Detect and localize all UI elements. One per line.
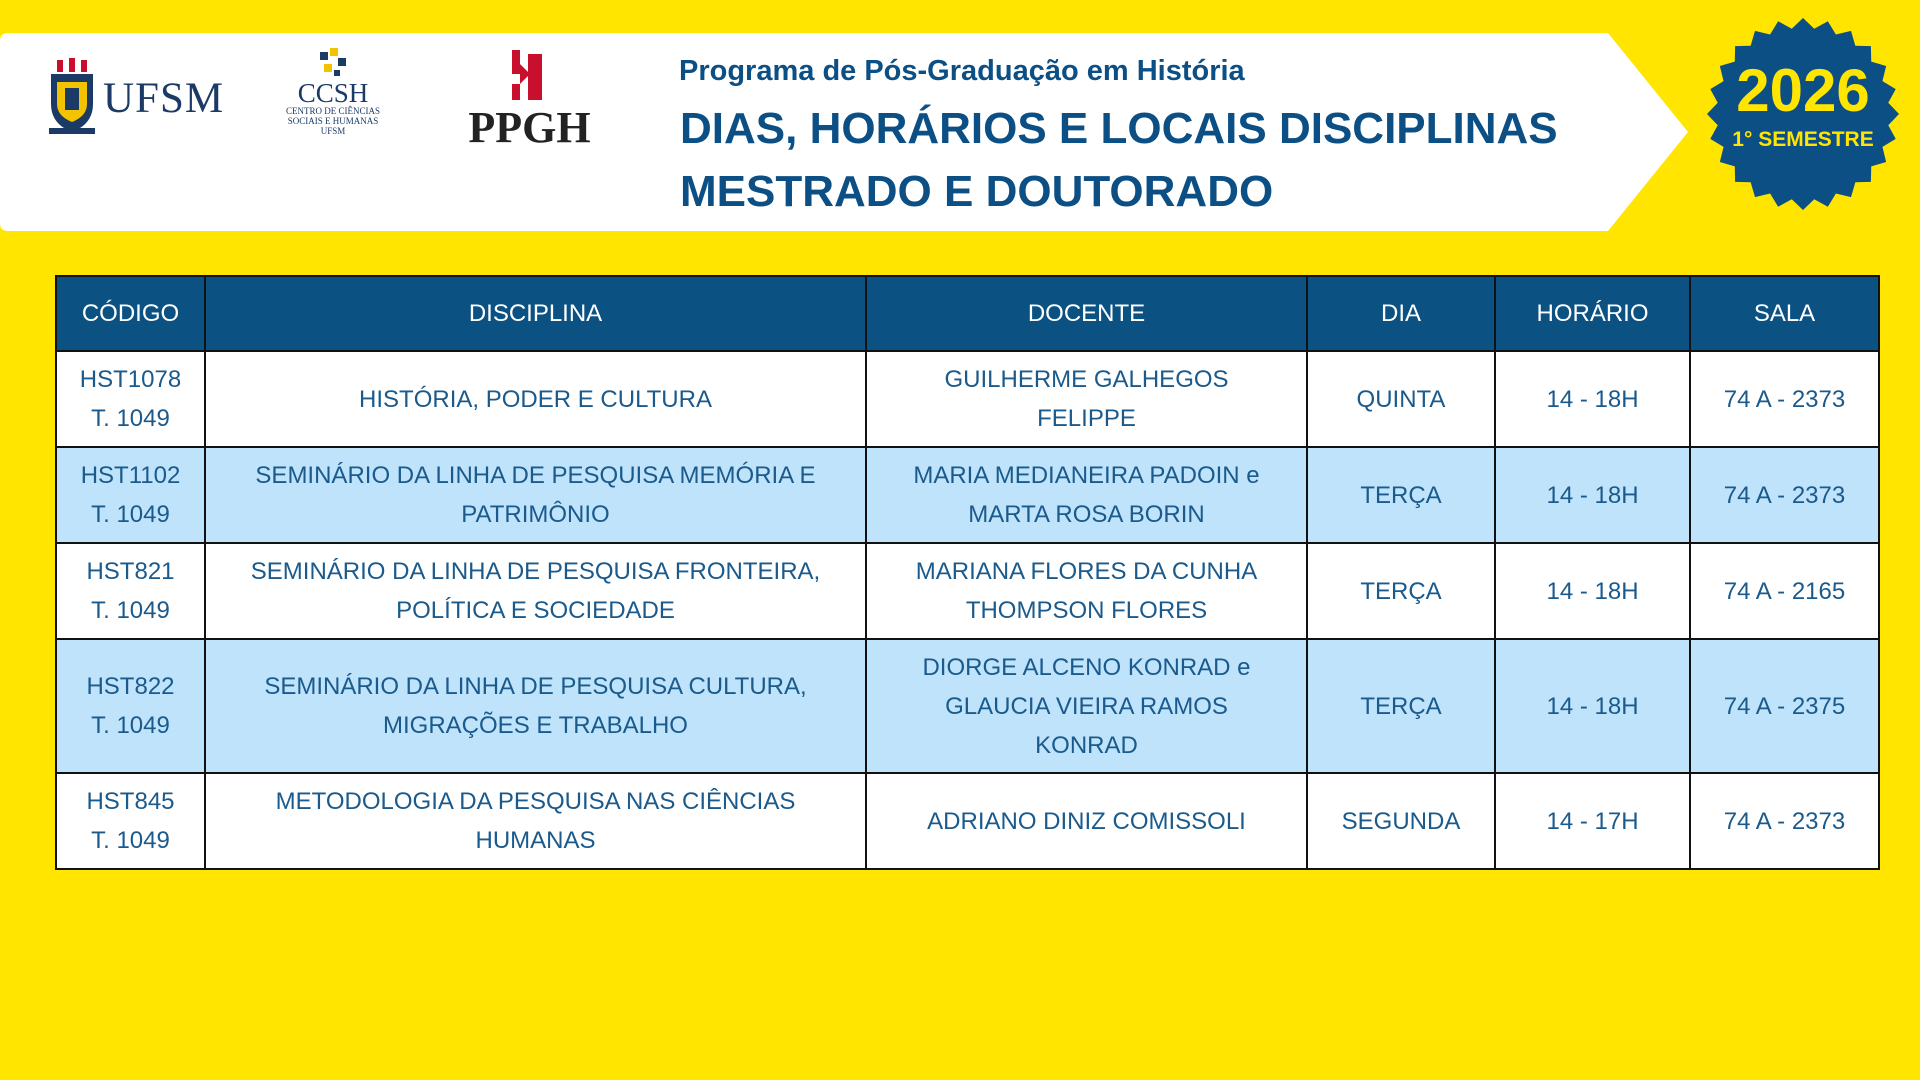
- course-class: T. 1049: [91, 712, 170, 739]
- cell-dia: TERÇA: [1307, 639, 1495, 773]
- teacher-line: GUILHERME GALHEGOS: [944, 366, 1229, 393]
- schedule-table: [55, 275, 1880, 870]
- table-row: [56, 543, 1879, 639]
- cell-docente: [866, 543, 1307, 639]
- ppgh-logo-text: PPGH: [468, 103, 591, 152]
- page-title: [680, 97, 1558, 223]
- ufsm-crest-icon: [47, 58, 97, 138]
- ccsh-subtitle-line: UFSM: [320, 126, 346, 136]
- course-code: HST1078: [79, 366, 182, 393]
- cell-disciplina: [205, 351, 866, 447]
- ccsh-logo: [278, 46, 388, 141]
- table-row: [56, 447, 1879, 543]
- cell-sala: 74 A - 2375: [1690, 639, 1879, 773]
- cell-codigo: [56, 639, 205, 773]
- cell-disciplina: [205, 447, 866, 543]
- cell-codigo: [56, 351, 205, 447]
- ccsh-mark-icon: [278, 46, 388, 80]
- cell-horario: 14 - 18H: [1495, 351, 1690, 447]
- teacher-line: MARIA MEDIANEIRA PADOIN e: [913, 462, 1260, 489]
- cell-dia: SEGUNDA: [1307, 773, 1495, 869]
- ppgh-mark-icon: [462, 50, 597, 102]
- cell-docente: [866, 447, 1307, 543]
- course-code: HST822: [86, 673, 175, 700]
- page-title-line: MESTRADO E DOUTORADO: [680, 167, 1274, 216]
- cell-sala: 74 A - 2373: [1690, 351, 1879, 447]
- ufsm-logo: [47, 58, 227, 138]
- column-header-docente: DOCENTE: [866, 276, 1307, 351]
- course-code: HST821: [86, 558, 175, 585]
- cell-codigo: [56, 773, 205, 869]
- teacher-line: MARTA ROSA BORIN: [968, 501, 1205, 528]
- teacher-line: MARIANA FLORES DA CUNHA: [915, 558, 1258, 585]
- cell-horario: 14 - 18H: [1495, 543, 1690, 639]
- badge-semester: 1° SEMESTRE: [1732, 128, 1874, 151]
- cell-horario: 14 - 17H: [1495, 773, 1690, 869]
- course-code: HST845: [86, 788, 175, 815]
- ccsh-logo-subtitle: [278, 106, 388, 136]
- column-header-codigo: CÓDIGO: [56, 276, 205, 351]
- year-badge: [1705, 16, 1901, 212]
- ccsh-logo-title: CCSH: [297, 78, 369, 108]
- course-name-line: POLÍTICA E SOCIEDADE: [396, 597, 675, 624]
- table-row: [56, 773, 1879, 869]
- column-header-dia: DIA: [1307, 276, 1495, 351]
- teacher-line: FELIPPE: [1037, 405, 1136, 432]
- page-title-line: DIAS, HORÁRIOS E LOCAIS DISCIPLINAS: [680, 104, 1558, 153]
- program-name: Programa de Pós-Graduação em História: [679, 55, 1245, 87]
- ccsh-subtitle-line: CENTRO DE CIÊNCIAS: [286, 106, 380, 116]
- course-code: HST1102: [80, 462, 181, 489]
- cell-disciplina: [205, 639, 866, 773]
- teacher-line: THOMPSON FLORES: [965, 597, 1208, 624]
- teacher-line: DIORGE ALCENO KONRAD e: [922, 653, 1251, 681]
- table-header-row: [56, 276, 1879, 351]
- column-header-sala: SALA: [1690, 276, 1879, 351]
- course-class: T. 1049: [91, 597, 170, 624]
- cell-sala: 74 A - 2373: [1690, 447, 1879, 543]
- course-name-line: SEMINÁRIO DA LINHA DE PESQUISA FRONTEIRA,: [250, 558, 821, 585]
- cell-dia: TERÇA: [1307, 447, 1495, 543]
- cell-dia: QUINTA: [1307, 351, 1495, 447]
- ufsm-logo-text: UFSM: [103, 75, 225, 122]
- course-class: T. 1049: [91, 827, 170, 854]
- course-class: T. 1049: [91, 405, 170, 432]
- ppgh-logo: [462, 50, 597, 150]
- table-row: [56, 351, 1879, 447]
- course-name-line: METODOLOGIA DA PESQUISA NAS CIÊNCIAS: [275, 788, 796, 815]
- cell-disciplina: [205, 543, 866, 639]
- course-name-line: PATRIMÔNIO: [461, 501, 610, 528]
- column-header-horario: HORÁRIO: [1495, 276, 1690, 351]
- course-name-line: SEMINÁRIO DA LINHA DE PESQUISA CULTURA,: [264, 673, 807, 700]
- teacher-line: KONRAD: [1035, 731, 1138, 759]
- cell-dia: TERÇA: [1307, 543, 1495, 639]
- cell-docente: [866, 773, 1307, 869]
- course-name-line: MIGRAÇÕES E TRABALHO: [383, 712, 688, 739]
- cell-codigo: [56, 447, 205, 543]
- teacher-line: GLAUCIA VIEIRA RAMOS: [945, 692, 1228, 720]
- cell-horario: 14 - 18H: [1495, 639, 1690, 773]
- cell-sala: 74 A - 2373: [1690, 773, 1879, 869]
- badge-year: 2026: [1736, 57, 1870, 124]
- course-name-line: HISTÓRIA, PODER E CULTURA: [359, 385, 712, 413]
- cell-codigo: [56, 543, 205, 639]
- course-name-line: SEMINÁRIO DA LINHA DE PESQUISA MEMÓRIA E: [255, 462, 816, 489]
- cell-horario: 14 - 18H: [1495, 447, 1690, 543]
- cell-sala: 74 A - 2165: [1690, 543, 1879, 639]
- table-row: [56, 639, 1879, 773]
- cell-docente: [866, 639, 1307, 773]
- course-class: T. 1049: [91, 501, 170, 528]
- course-name-line: HUMANAS: [475, 827, 596, 854]
- teacher-line: ADRIANO DINIZ COMISSOLI: [927, 807, 1246, 835]
- column-header-disciplina: DISCIPLINA: [205, 276, 866, 351]
- cell-docente: [866, 351, 1307, 447]
- ccsh-subtitle-line: SOCIAIS E HUMANAS: [287, 116, 379, 126]
- cell-disciplina: [205, 773, 866, 869]
